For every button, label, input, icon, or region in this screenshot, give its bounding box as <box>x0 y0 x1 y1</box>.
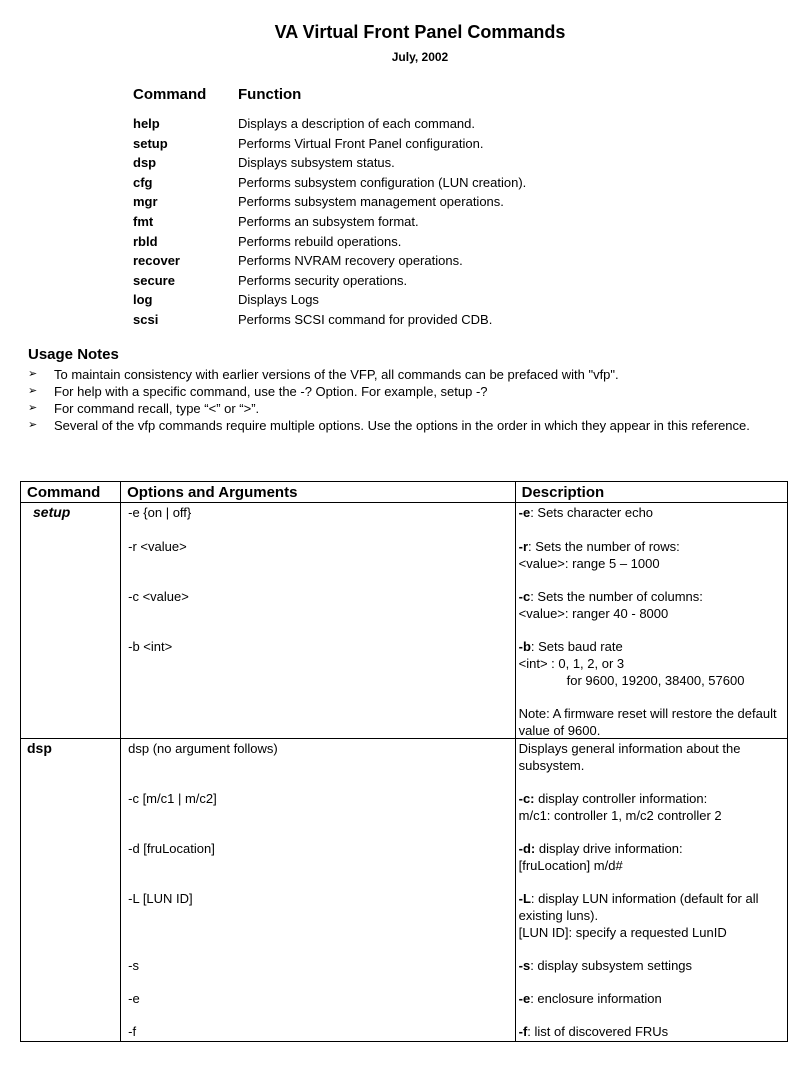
column-header-command: Command <box>133 86 207 103</box>
flag-detail: <int> : 0, 1, 2, or 3 <box>518 656 625 671</box>
option-text: dsp (no argument follows) <box>128 741 278 756</box>
command-name: setup <box>133 135 168 151</box>
usage-note-text: For command recall, type “<” or “>”. <box>54 401 260 416</box>
flag-label: -e <box>518 991 531 1006</box>
list-item <box>28 383 788 400</box>
command-function: Displays a description of each command. <box>238 116 476 131</box>
list-item <box>133 290 693 310</box>
table-header-row <box>21 482 788 503</box>
setup-options-cell <box>121 503 516 739</box>
command-function: Performs subsystem configuration (LUN creation). <box>238 174 527 190</box>
command-function: Displays subsystem status. <box>238 155 395 171</box>
command-function: Performs an subsystem format. <box>238 213 419 229</box>
arrow-bullet-icon: ➢ <box>28 385 38 397</box>
list-item <box>133 134 693 154</box>
list-item <box>133 173 693 193</box>
list-item <box>133 153 693 173</box>
setup-description-cell <box>515 503 787 739</box>
option-text: -c <value> <box>128 589 189 604</box>
description-text <box>519 504 785 521</box>
usage-notes-heading: Usage Notes <box>28 346 119 363</box>
list-item <box>133 271 693 291</box>
table-row <box>21 739 788 1042</box>
list-item <box>133 232 693 252</box>
reference-table <box>20 481 788 1042</box>
flag-label: -r <box>518 539 529 554</box>
flag-detail: m/c1: controller 1, m/c2 controller 2 <box>518 808 722 823</box>
list-item <box>133 212 693 232</box>
column-header-command: Command <box>21 482 121 503</box>
description-text <box>519 538 785 572</box>
description-text <box>519 957 785 974</box>
list-item <box>28 400 788 417</box>
option-text: -b <int> <box>128 639 173 654</box>
description-text: Displays general information about the subsystem. <box>518 741 741 773</box>
list-item <box>133 114 693 134</box>
usage-notes-list <box>28 366 788 434</box>
option-text: -r <value> <box>128 539 187 554</box>
command-name: fmt <box>133 213 154 229</box>
flag-text: : enclosure information <box>530 991 662 1006</box>
command-name: mgr <box>133 194 158 210</box>
flag-text: : Sets character echo <box>530 505 654 520</box>
option-text: -s <box>128 958 139 973</box>
flag-text: : list of discovered FRUs <box>527 1024 669 1039</box>
flag-detail: <value>: ranger 40 - 8000 <box>518 606 669 621</box>
command-function: Performs security operations. <box>238 272 408 288</box>
flag-label: -d: <box>518 841 536 856</box>
command-function: Displays Logs <box>238 292 319 308</box>
dsp-description-cell <box>515 739 787 1042</box>
list-item <box>133 310 693 330</box>
column-header-options: Options and Arguments <box>121 482 516 503</box>
command-setup: setup <box>21 503 121 739</box>
flag-text: display drive information: <box>535 841 683 856</box>
arrow-bullet-icon: ➢ <box>28 419 38 431</box>
arrow-bullet-icon: ➢ <box>28 402 38 414</box>
page-title: VA Virtual Front Panel Commands <box>274 22 566 42</box>
option-text: -e <box>128 991 140 1006</box>
flag-text: : Sets the number of rows: <box>528 539 680 554</box>
flag-detail: for 9600, 19200, 38400, 57600 <box>566 673 745 688</box>
command-function: Performs subsystem management operations. <box>238 194 504 210</box>
flag-label: -c: <box>518 791 535 806</box>
description-text <box>519 638 785 689</box>
command-function: Performs Virtual Front Panel configuration. <box>238 135 484 151</box>
flag-text: : Sets baud rate <box>530 639 623 654</box>
list-item <box>28 366 788 383</box>
usage-note-text: For help with a specific command, use the -? Option. For example, setup -? <box>54 384 488 399</box>
command-name: dsp <box>133 155 157 171</box>
table-row <box>21 503 788 739</box>
column-header-function: Function <box>238 86 302 103</box>
flag-detail: [LUN ID]: specify a requested LunID <box>518 925 727 940</box>
description-text <box>519 890 785 941</box>
command-name: log <box>133 292 153 308</box>
command-name: help <box>133 116 160 131</box>
flag-label: -e <box>518 505 531 520</box>
list-item <box>133 192 693 212</box>
command-function: Performs NVRAM recovery operations. <box>238 253 463 269</box>
option-text: -e {on | off} <box>128 505 192 520</box>
flag-detail: <value>: range 5 – 1000 <box>518 556 660 571</box>
command-function: Performs rebuild operations. <box>238 233 402 249</box>
flag-text: : display LUN information (default for all existing luns). <box>518 891 759 923</box>
arrow-bullet-icon: ➢ <box>28 368 38 380</box>
flag-label: -s <box>518 958 531 973</box>
option-text: -L [LUN ID] <box>128 891 193 906</box>
command-summary-header <box>133 86 693 110</box>
flag-detail: [fruLocation] m/d# <box>518 858 623 873</box>
command-name: scsi <box>133 311 159 327</box>
usage-note-text: To maintain consistency with earlier versions of the VFP, all commands can be prefaced with "vfp". <box>54 367 619 382</box>
page-date: July, 2002 <box>391 50 449 64</box>
usage-note-text: Several of the vfp commands require multiple options. Use the options in the order in which they appear in this reference. <box>54 418 750 433</box>
command-dsp: dsp <box>21 739 121 1042</box>
option-text: -c [m/c1 | m/c2] <box>128 791 217 806</box>
command-name: rbld <box>133 233 158 249</box>
description-text <box>519 790 785 824</box>
list-item <box>133 251 693 271</box>
command-name: secure <box>133 272 175 288</box>
setup-note: Note: A firmware reset will restore the default value of 9600. <box>518 706 777 738</box>
description-text <box>519 1023 785 1040</box>
flag-text: display controller information: <box>534 791 708 806</box>
command-function: Performs SCSI command for provided CDB. <box>238 311 493 327</box>
command-summary-list <box>133 86 693 330</box>
option-text: -d [fruLocation] <box>128 841 215 856</box>
column-header-description: Description <box>515 482 787 503</box>
flag-text: : Sets the number of columns: <box>530 589 703 604</box>
option-text: -f <box>128 1024 137 1039</box>
dsp-options-cell <box>121 739 516 1042</box>
flag-label: -L <box>518 891 531 906</box>
flag-label: -b <box>518 639 531 654</box>
flag-label: -c <box>518 589 531 604</box>
description-text <box>519 840 785 874</box>
command-name: recover <box>133 253 180 269</box>
description-text <box>519 588 785 622</box>
description-text <box>519 990 785 1007</box>
flag-text: : display subsystem settings <box>530 958 693 973</box>
command-name: cfg <box>133 174 153 190</box>
flag-label: -f <box>518 1024 528 1039</box>
list-item <box>28 417 788 434</box>
